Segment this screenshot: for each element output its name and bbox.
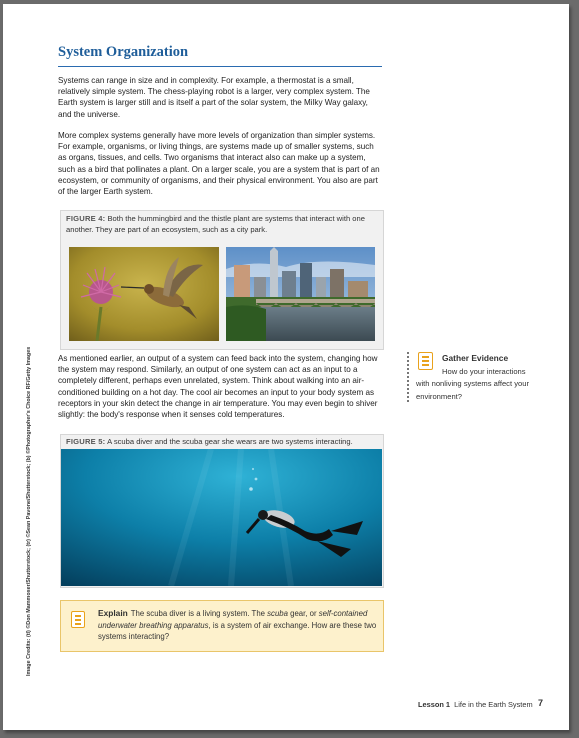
gather-evidence-title: Gather Evidence [442, 353, 509, 363]
gather-evidence-dotted-rule [407, 352, 409, 402]
hummingbird-photo [69, 247, 219, 341]
paragraph-3: As mentioned earlier, an output of a system can feed back into the system, changing how the system may respond. Similarly, an output of one system can act as an input to a completely different, perhaps even unrelated, system. Think about walking into an air-conditioned building on a hot day. The cool air becomes an input to your body system as receptors in your skin detect the change in air temperature. You may even begin to shiver slightly: the body's response when it senses cold temperatures. [58, 354, 378, 420]
section-title: System Organization [58, 44, 189, 60]
explain-text-italic: self-contained underwater breathing apparatus [98, 609, 368, 630]
figure-5-caption [66, 437, 378, 448]
footer-lesson-label: Lesson 1 [418, 700, 451, 709]
image-credits: Image Credits: (tl) ©Don Mammoser/Shutterstock; (tr) ©Sean Pavone/Shutterstock; (b) ©Photographer's Choice RF/Getty Images [26, 346, 32, 676]
explain-text-part: gear, or [287, 609, 319, 618]
footer-lesson-title: Life in the Earth System [454, 700, 533, 709]
figure-5-label: FIGURE 5: [66, 437, 106, 446]
figure-5-caption-text: A scuba diver and the scuba gear she wears are two systems interacting. [107, 437, 353, 446]
notebook-icon [71, 611, 85, 628]
paragraph-2: More complex systems generally have more levels of organization than simpler systems. For example, organisms, or living things, are systems made up of smaller systems, such as organs, tissues, and cells. Two organisms that interact also can make up a system, such as a bird that pollinates a plant. On a larger scale, you are a system that is part of an ecosystem, or community of organisms, and their physical environment. You also are part of the larger Earth system. [58, 131, 380, 197]
title-underline [58, 66, 382, 67]
gather-evidence-text: How do your interactions with nonliving systems affect your environment? [416, 367, 529, 401]
figure-4-caption-text: Both the hummingbird and the thistle plant are systems that interact with one another. They are part of an ecosystem, such as a city park. [66, 214, 365, 234]
paragraph-1: Systems can range in size and in complexity. For example, a thermostat is a small, relatively simple system. The chess-playing robot is a larger, very complex system. The Earth system is larger still and is itself a part of the solar system, the Milky Way galaxy, and the universe. [58, 76, 370, 119]
explain-text-italic: scuba [267, 609, 288, 618]
page-number: 7 [538, 698, 544, 708]
explain-box [60, 600, 384, 652]
explain-text-part: , is a system of air exchange. How are these two systems interacting? [98, 620, 377, 642]
explain-label: Explain [98, 608, 128, 618]
footer-lesson [418, 700, 533, 709]
city-park-photo [226, 247, 375, 341]
explain-text [98, 608, 378, 643]
explain-text-part: The scuba diver is a living system. The [130, 609, 268, 618]
figure-4-label: FIGURE 4: [66, 214, 106, 223]
scuba-diver-photo [61, 449, 382, 586]
figure-4-caption [66, 214, 378, 235]
